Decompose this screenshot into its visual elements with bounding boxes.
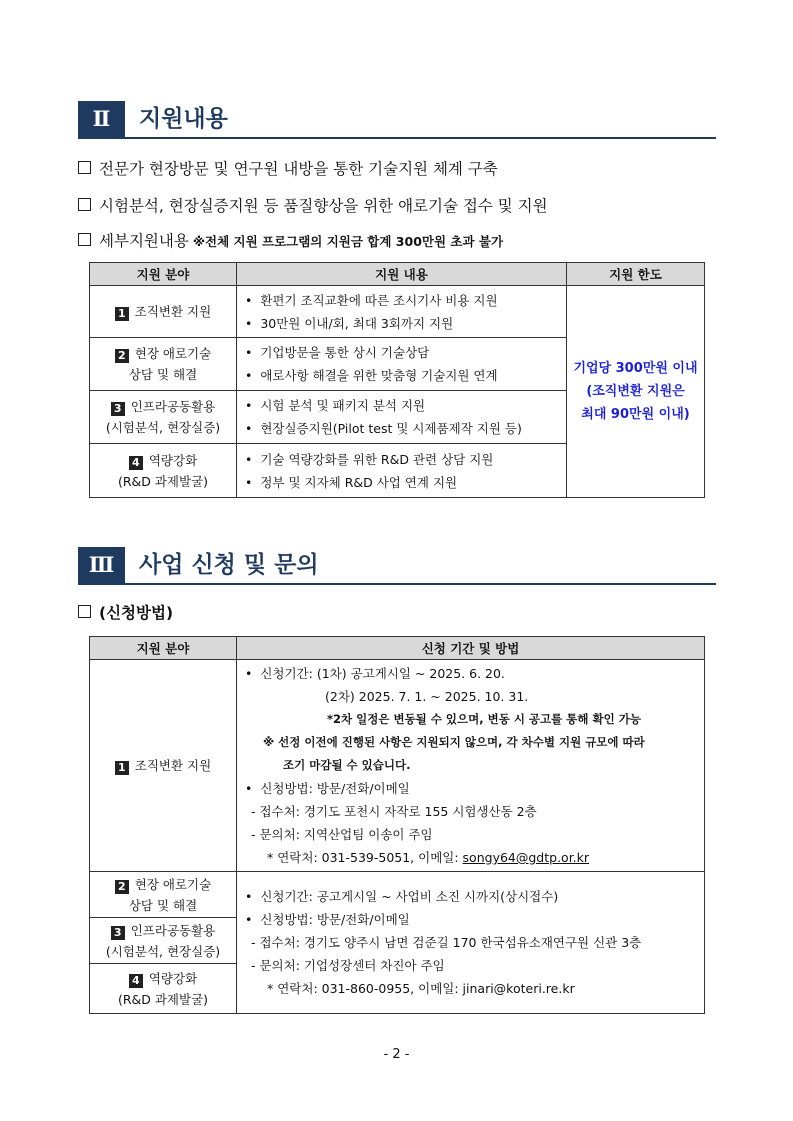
content-cell: • 시험 분석 및 패키지 분석 지원 • 현장실증지원(Pilot test 및 시제품제작 지원 등) — [237, 391, 567, 444]
number-badge: 2 — [115, 880, 129, 894]
field-cell: 2 현장 애로기술 상담 및 해결 — [90, 338, 237, 391]
table-header: 신청 기간 및 방법 — [237, 637, 705, 660]
number-badge: 4 — [129, 456, 143, 470]
checkbox-square-icon — [78, 605, 91, 618]
table-header: 지원 한도 — [567, 263, 705, 286]
checkbox-square-icon — [78, 233, 91, 246]
email-link[interactable]: songy64@gdtp.or.kr — [462, 850, 590, 865]
field-cell: 4 역량강화 (R&D 과제발굴) — [90, 444, 237, 498]
table-row — [90, 872, 705, 918]
section-2-header — [78, 101, 716, 139]
section-number: Ⅲ — [78, 547, 125, 583]
field-cell: 1 조직변환 지원 — [90, 660, 237, 872]
bullet-item: 전문가 현장방문 및 연구원 내방을 통한 기술지원 체계 구축 — [78, 159, 498, 179]
section-title: 지원내용 — [139, 106, 228, 132]
table-header: 지원 분야 — [90, 263, 237, 286]
detail-note: ※전체 지원 프로그램의 지원금 합계 300만원 초과 불가 — [192, 234, 504, 249]
bullet-item: 세부지원내용 ※전체 지원 프로그램의 지원금 합계 300만원 초과 불가 — [78, 231, 503, 252]
table-header: 지원 분야 — [90, 637, 237, 660]
number-badge: 4 — [129, 974, 143, 988]
number-badge: 2 — [115, 349, 129, 363]
section-number: Ⅱ — [78, 101, 125, 137]
limit-cell: 기업당 300만원 이내 (조직변환 지원은 최대 90만원 이내) — [567, 286, 705, 498]
support-content-table — [89, 262, 705, 498]
checkbox-square-icon — [78, 198, 91, 211]
table-row — [90, 660, 705, 872]
content-cell: • 환편기 조직교환에 따른 조시기사 비용 지원 • 30만원 이내/회, 최대 3회까지 지원 — [237, 286, 567, 338]
application-method-table — [89, 636, 705, 1014]
content-cell: • 신청기간: (1차) 공고게시일 ~ 2025. 6. 20. (2차) 2025. 7. 1. ~ 2025. 10. 31. *2차 일정은 변동될 수 있으며, 변동 시 공고를 통해 확인 가능 ※ 선정 이전에 진행된 사항은 지원되지 않으며, 각 차수별 지원 규모에 따라 조기 마감될 수 있습니다. • 신청방법: 방문/전화/이메일 - 접수처: 경기도 포천시 자작로 155 시험생산동 2층 - 문의처: 지역산업팀 이송이 주임 * 연락처: 031-539-5051, 이메일: songy64@gdtp.or.kr — [237, 660, 705, 872]
number-badge: 1 — [115, 761, 129, 775]
table-row — [90, 286, 705, 338]
section-title: 사업 신청 및 문의 — [139, 552, 319, 578]
number-badge: 1 — [115, 307, 129, 321]
section-3-header — [78, 547, 716, 585]
field-cell: 2 현장 애로기술 상담 및 해결 — [90, 872, 237, 918]
field-cell: 1 조직변환 지원 — [90, 286, 237, 338]
content-cell: • 기업방문을 통한 상시 기술상담 • 애로사항 해결을 위한 맞춤형 기술지원 연계 — [237, 338, 567, 391]
page-number: - 2 - — [383, 1047, 410, 1062]
number-badge: 3 — [111, 926, 125, 940]
content-cell: • 기술 역량강화를 위한 R&D 관련 상담 지원 • 정부 및 지자체 R&D 사업 연계 지원 — [237, 444, 567, 498]
content-cell: • 신청기간: 공고게시일 ~ 사업비 소진 시까지(상시접수) • 신청방법: 방문/전화/이메일 - 접수처: 경기도 양주시 남면 검준길 170 한국섬유소재연구원 신관 3층 - 문의처: 기업성장센터 차진아 주임 * 연락처: 031-860-0955, 이메일: jinari@koteri.re.kr — [237, 872, 705, 1014]
field-cell: 3 인프라공동활용 (시험분석, 현장실증) — [90, 391, 237, 444]
field-cell: 3 인프라공동활용 (시험분석, 현장실증) — [90, 918, 237, 964]
table-header: 지원 내용 — [237, 263, 567, 286]
bullet-item: (신청방법) — [78, 603, 173, 623]
bullet-item: 시험분석, 현장실증지원 등 품질향상을 위한 애로기술 접수 및 지원 — [78, 196, 548, 216]
checkbox-square-icon — [78, 161, 91, 174]
number-badge: 3 — [111, 402, 125, 416]
field-cell: 4 역량강화 (R&D 과제발굴) — [90, 964, 237, 1014]
